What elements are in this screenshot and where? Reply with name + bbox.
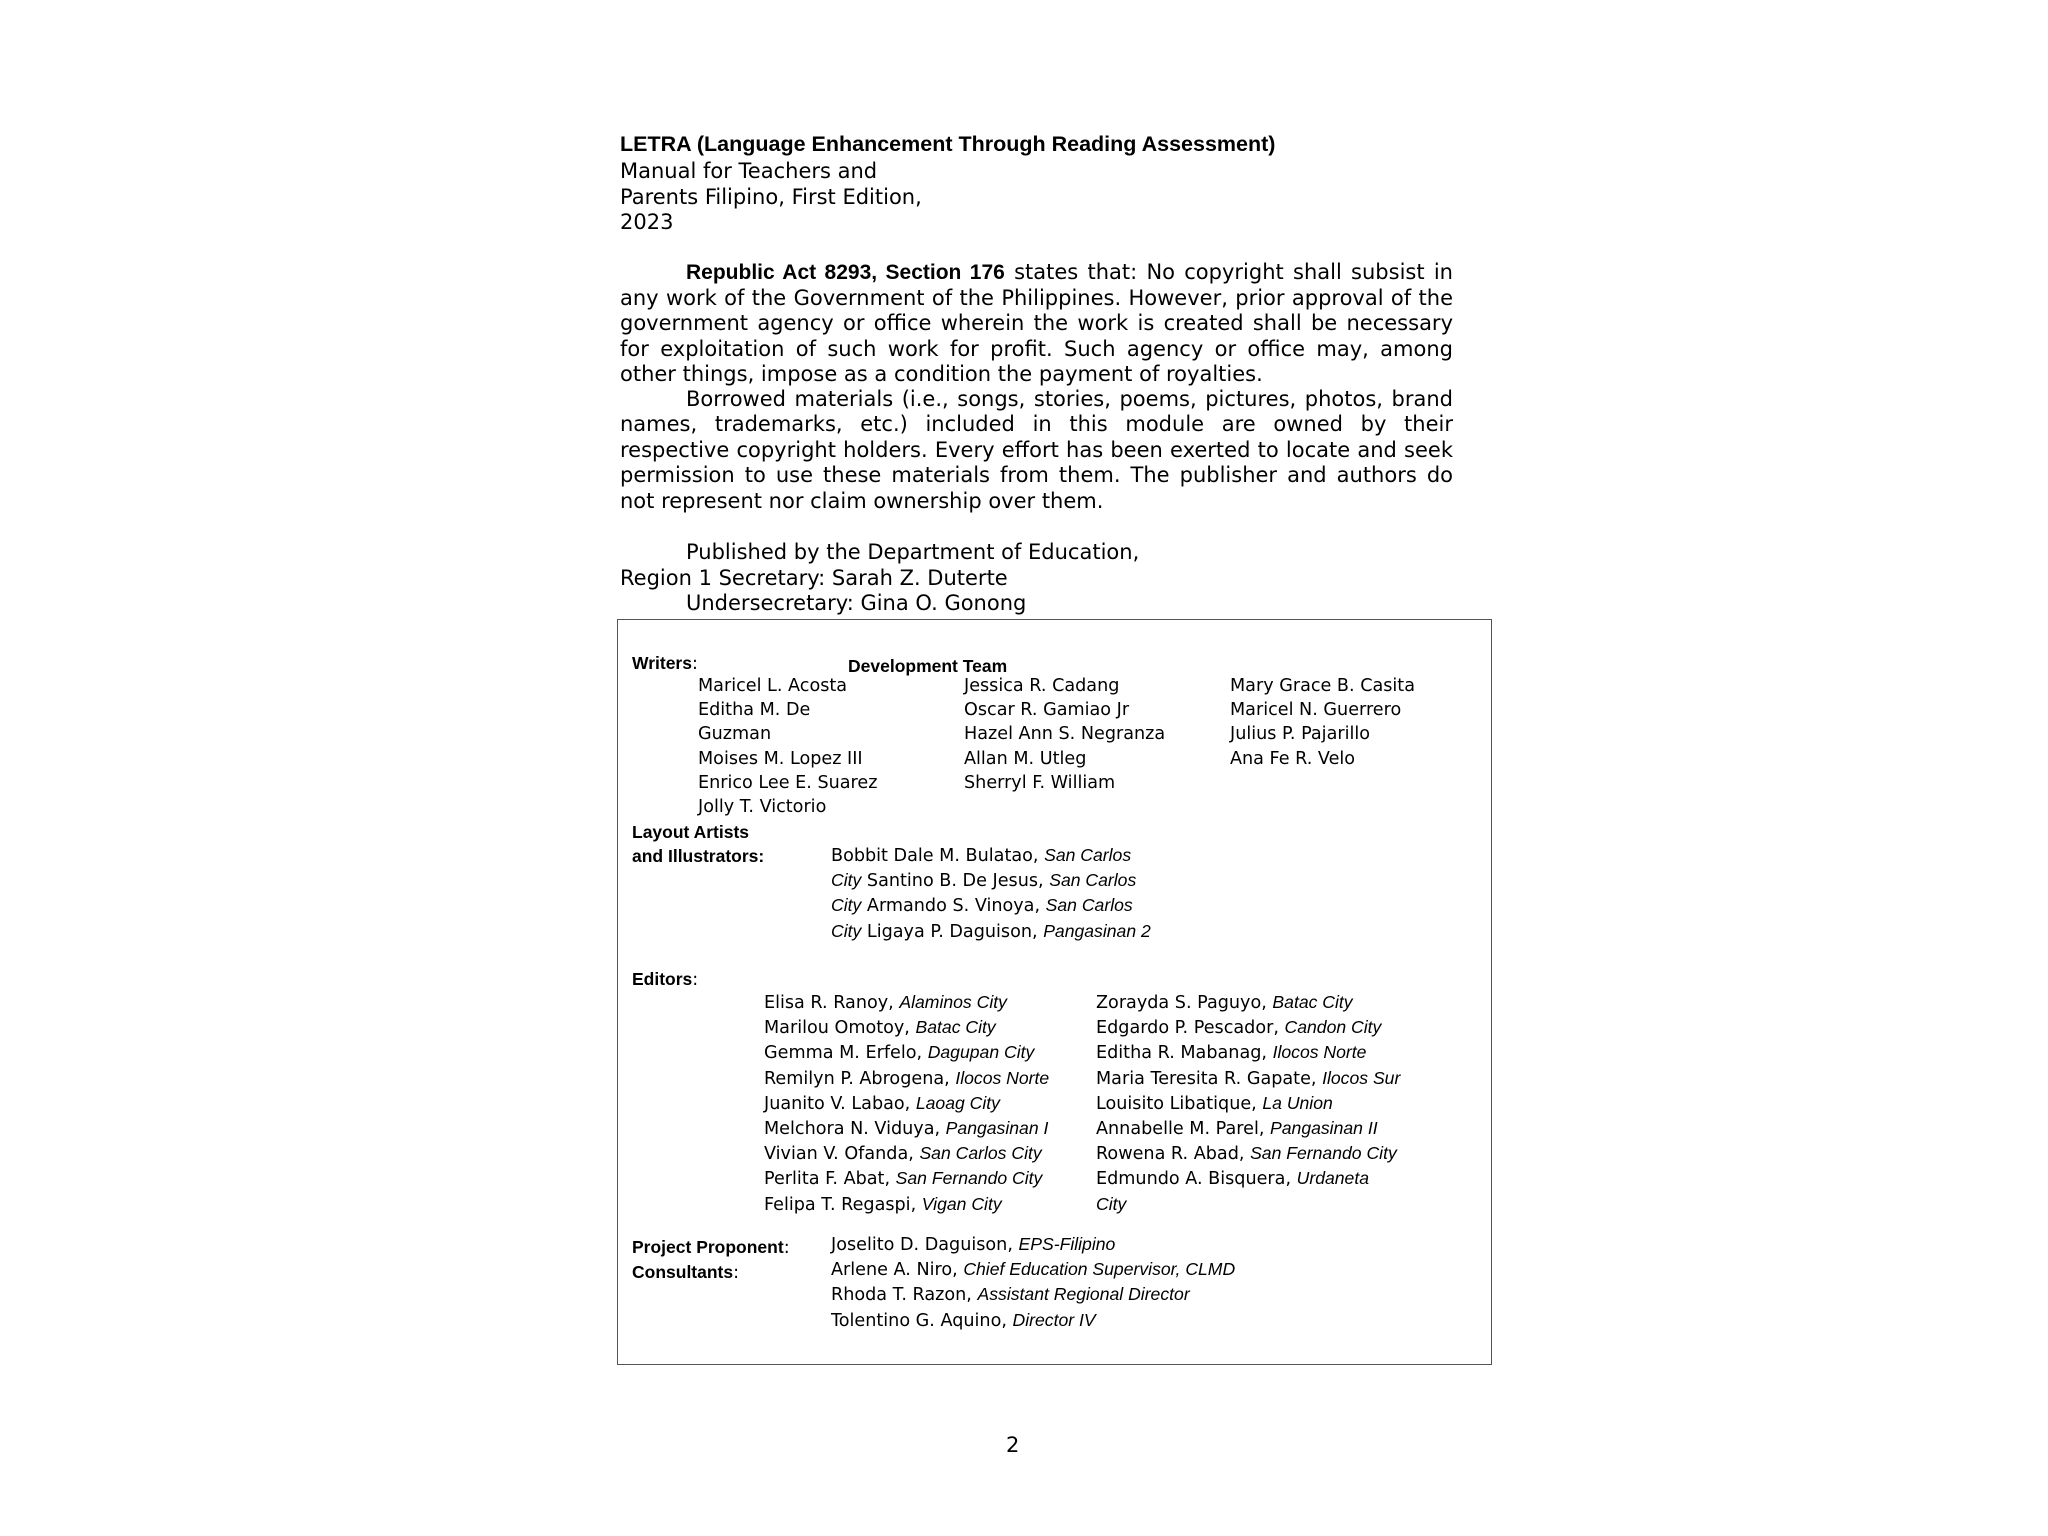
editor-entry: Gemma M. Erfelo, Dagupan City [764,1042,1035,1064]
writer-name: Guzman [698,724,772,745]
editor-entry: Edmundo A. Bisquera, Urdaneta [1096,1168,1370,1190]
borrowed-materials-paragraph [620,387,1453,515]
law-reference: Republic Act 8293, Section 176 [686,261,1005,284]
writer-name: Moises M. Lopez III [698,748,863,769]
consultant-entry: Tolentino G. Aquino, Director IV [831,1309,1096,1331]
writer-name: Mary Grace B. Casita [1230,676,1415,696]
secretary-line: Region 1 Secretary: Sarah Z. Duterte [620,565,1008,590]
editor-entry: Vivian V. Ofanda, San Carlos City [764,1143,1042,1165]
editor-entry: Marilou Omotoy, Batac City [764,1017,996,1039]
writer-name: Maricel L. Acosta [698,676,848,696]
writer-name: Sherryl F. William [964,772,1116,793]
writer-name: Hazel Ann S. Negranza [964,724,1166,745]
development-team-box [617,619,1492,1365]
consultants-label: Consultants: [632,1262,740,1283]
editor-entry: Zorayda S. Paguyo, Batac City [1096,992,1353,1013]
writer-name: Jessica R. Cadang [964,676,1120,696]
project-proponent: Joselito D. Daguison, EPS-Filipino [831,1234,1116,1255]
editor-entry: Editha R. Mabanag, Ilocos Norte [1096,1042,1367,1064]
writer-name: Enrico Lee E. Suarez [698,772,878,793]
writer-name: Allan M. Utleg [964,748,1087,769]
edition-line-1: Manual for Teachers and [620,159,878,183]
editor-entry: Elisa R. Ranoy, Alaminos City [764,992,1007,1013]
editors-label: Editors: [632,969,699,990]
writers-label: Writers: [632,653,698,674]
layout-artists-list [831,843,1151,944]
writers-column-1 [698,674,877,819]
editor-entry: Maria Teresita R. Gapate, Ilocos Sur [1096,1067,1401,1089]
layout-artist-line: City Santino B. De Jesus, San Carlos [831,870,1137,892]
editor-entry: Juanito V. Labao, Laoag City [764,1092,1000,1114]
editor-entry: Perlita F. Abat, San Fernando City [764,1168,1043,1190]
illustrators-label: and Illustrators: [632,846,765,866]
editor-entry: Remilyn P. Abrogena, Ilocos Norte [764,1067,1050,1089]
consultant-entry: Rhoda T. Razon, Assistant Regional Director [831,1284,1190,1306]
editor-entry: Louisito Libatique, La Union [1096,1092,1333,1114]
publisher-line: Published by the Department of Education, [686,540,1140,564]
editor-entry: City [1096,1193,1127,1214]
editor-entry: Melchora N. Viduya, Pangasinan I [764,1118,1049,1140]
copyright-paragraph [620,260,1453,388]
development-team-heading: Development Team [848,656,1008,676]
editor-entry: Annabelle M. Parel, Pangasinan II [1096,1118,1378,1140]
writers-column-3 [1230,674,1415,771]
editors-column-2 [1096,990,1400,1217]
copyright-text: states that: No copyright shall subsist in any work of the Government of the Philippines. However, prior approval of the government agency or office wherein the work is created shall be necessary for exploitation of such work for profit. Such agency or office may, among other things, impose as a condition the payment of royalties. [620,260,1453,387]
layout-artist-line: Bobbit Dale M. Bulatao, San Carlos [831,845,1132,866]
edition-line-2: Parents Filipino, First Edition, [620,184,922,209]
writer-name: Julius P. Pajarillo [1230,724,1371,745]
writers-column-2 [964,674,1165,795]
writer-name: Editha M. De [698,700,811,721]
page-number: 2 [1006,1433,1020,1457]
borrowed-materials-text: Borrowed materials (i.e., songs, stories, poems, pictures, photos, brand names, trademarks, etc.) included in this module are owned by their respective copyright holders. Every effort has been exerted to locate and seek permission to use these materials from them. The publisher and authors do not represent nor claim ownership over them. [620,386,1453,513]
editor-entry: Rowena R. Abad, San Fernando City [1096,1143,1397,1165]
edition-year: 2023 [620,210,674,235]
consultant-entry: Arlene A. Niro, Chief Education Supervisor, CLMD [831,1259,1236,1281]
layout-artists-label: Layout Artists [632,822,750,842]
editor-entry: Edgardo P. Pescador, Candon City [1096,1017,1382,1039]
editors-column-1 [764,990,1049,1217]
writer-name: Ana Fe R. Velo [1230,748,1356,769]
writer-name: Maricel N. Guerrero [1230,700,1402,721]
writer-name: Oscar R. Gamiao Jr [964,700,1130,721]
undersecretary-line: Undersecretary: Gina O. Gonong [686,591,1027,616]
proponent-and-consultants-list [831,1232,1235,1333]
layout-artist-line: City Armando S. Vinoya, San Carlos [831,895,1133,917]
editor-entry: Felipa T. Regaspi, Vigan City [764,1193,1002,1215]
project-proponent-label: Project Proponent: [632,1237,790,1258]
writer-name: Jolly T. Victorio [698,797,827,818]
document-title: LETRA (Language Enhancement Through Reading Assessment) [620,132,1276,156]
layout-artist-line: City Ligaya P. Daguison, Pangasinan 2 [831,920,1151,942]
